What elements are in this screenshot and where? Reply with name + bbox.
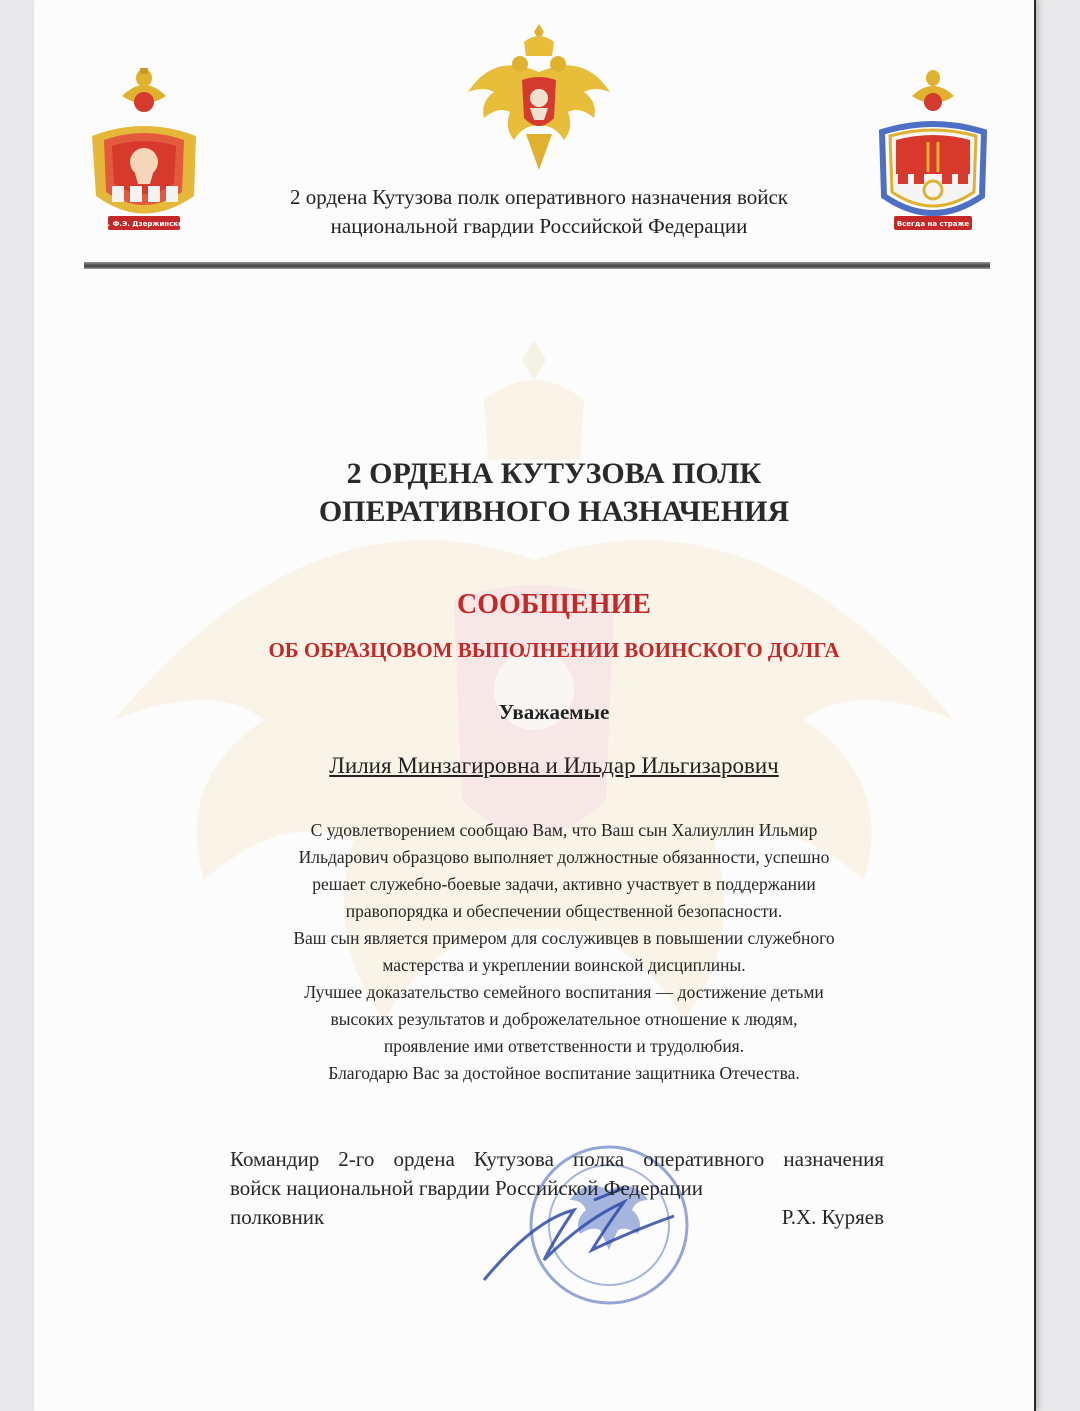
signature-rank: полковник <box>230 1205 325 1229</box>
message-subheading: ОБ ОБРАЗЦОВОМ ВЫПОЛНЕНИИ ВОИНСКОГО ДОЛГА <box>268 638 840 662</box>
signature-row <box>230 1203 884 1232</box>
recipients <box>134 753 974 779</box>
body-line: С удовлетворением сообщаю Вам, что Ваш сын Халиуллин Ильмир <box>310 820 818 840</box>
body-line: мастерства и укреплении воинской дисциплины. <box>382 955 746 975</box>
body-line: Ваш сын является примером для сослуживцев в повышении служебного <box>293 928 835 948</box>
left-emblem-ribbon: им. Ф.Э. Дзержинского <box>96 220 192 228</box>
greeting: Уважаемые <box>498 700 610 724</box>
body-line: Лучшее доказательство семейного воспитания — достижение детьми <box>304 982 824 1002</box>
body-line: решает служебно-боевые задачи, активно участвует в поддержании <box>312 874 816 894</box>
double-headed-eagle-icon <box>464 22 614 172</box>
body-text <box>194 817 934 1087</box>
right-regiment-emblem-icon <box>876 68 991 238</box>
signature-line-1: Командир 2-го ордена Кутузова полка оперативного назначения <box>230 1147 884 1171</box>
recipients-names: Лилия Минзагировна и Ильдар Ильгизарович <box>329 753 779 778</box>
body-line: проявление ими ответственности и трудолюбия. <box>383 1036 745 1056</box>
header-divider <box>84 262 990 269</box>
document-title <box>134 455 974 531</box>
body-line: правопорядка и обеспечении общественной безопасности. <box>345 901 783 921</box>
signature-name: Р.Х. Куряев <box>781 1205 884 1229</box>
message-heading: СООБЩЕНИЕ <box>457 589 651 620</box>
signature-line-2: войск национальной гвардии Российской Федерации <box>230 1176 703 1200</box>
left-regiment-emblem-icon <box>82 66 207 236</box>
signature-block <box>230 1145 884 1232</box>
body-line: Благодарю Вас за достойное воспитание защитника Отечества. <box>328 1063 800 1083</box>
body-line: Ильдарович образцово выполняет должностные обязанности, успешно <box>298 847 830 867</box>
header-line-2: национальной гвардии Российской Федерации <box>330 214 748 238</box>
title-line-2: ОПЕРАТИВНОГО НАЗНАЧЕНИЯ <box>318 495 790 528</box>
header-line-1: 2 ордена Кутузова полк оперативного назначения войск <box>289 185 788 209</box>
document-sheet <box>34 0 1034 1411</box>
header-text <box>214 183 864 241</box>
right-emblem-ribbon: Всегда на страже <box>896 220 970 228</box>
title-line-1: 2 ОРДЕНА КУТУЗОВА ПОЛК <box>346 457 762 490</box>
body-line: высоких результатов и доброжелательное отношение к людям, <box>330 1009 798 1029</box>
